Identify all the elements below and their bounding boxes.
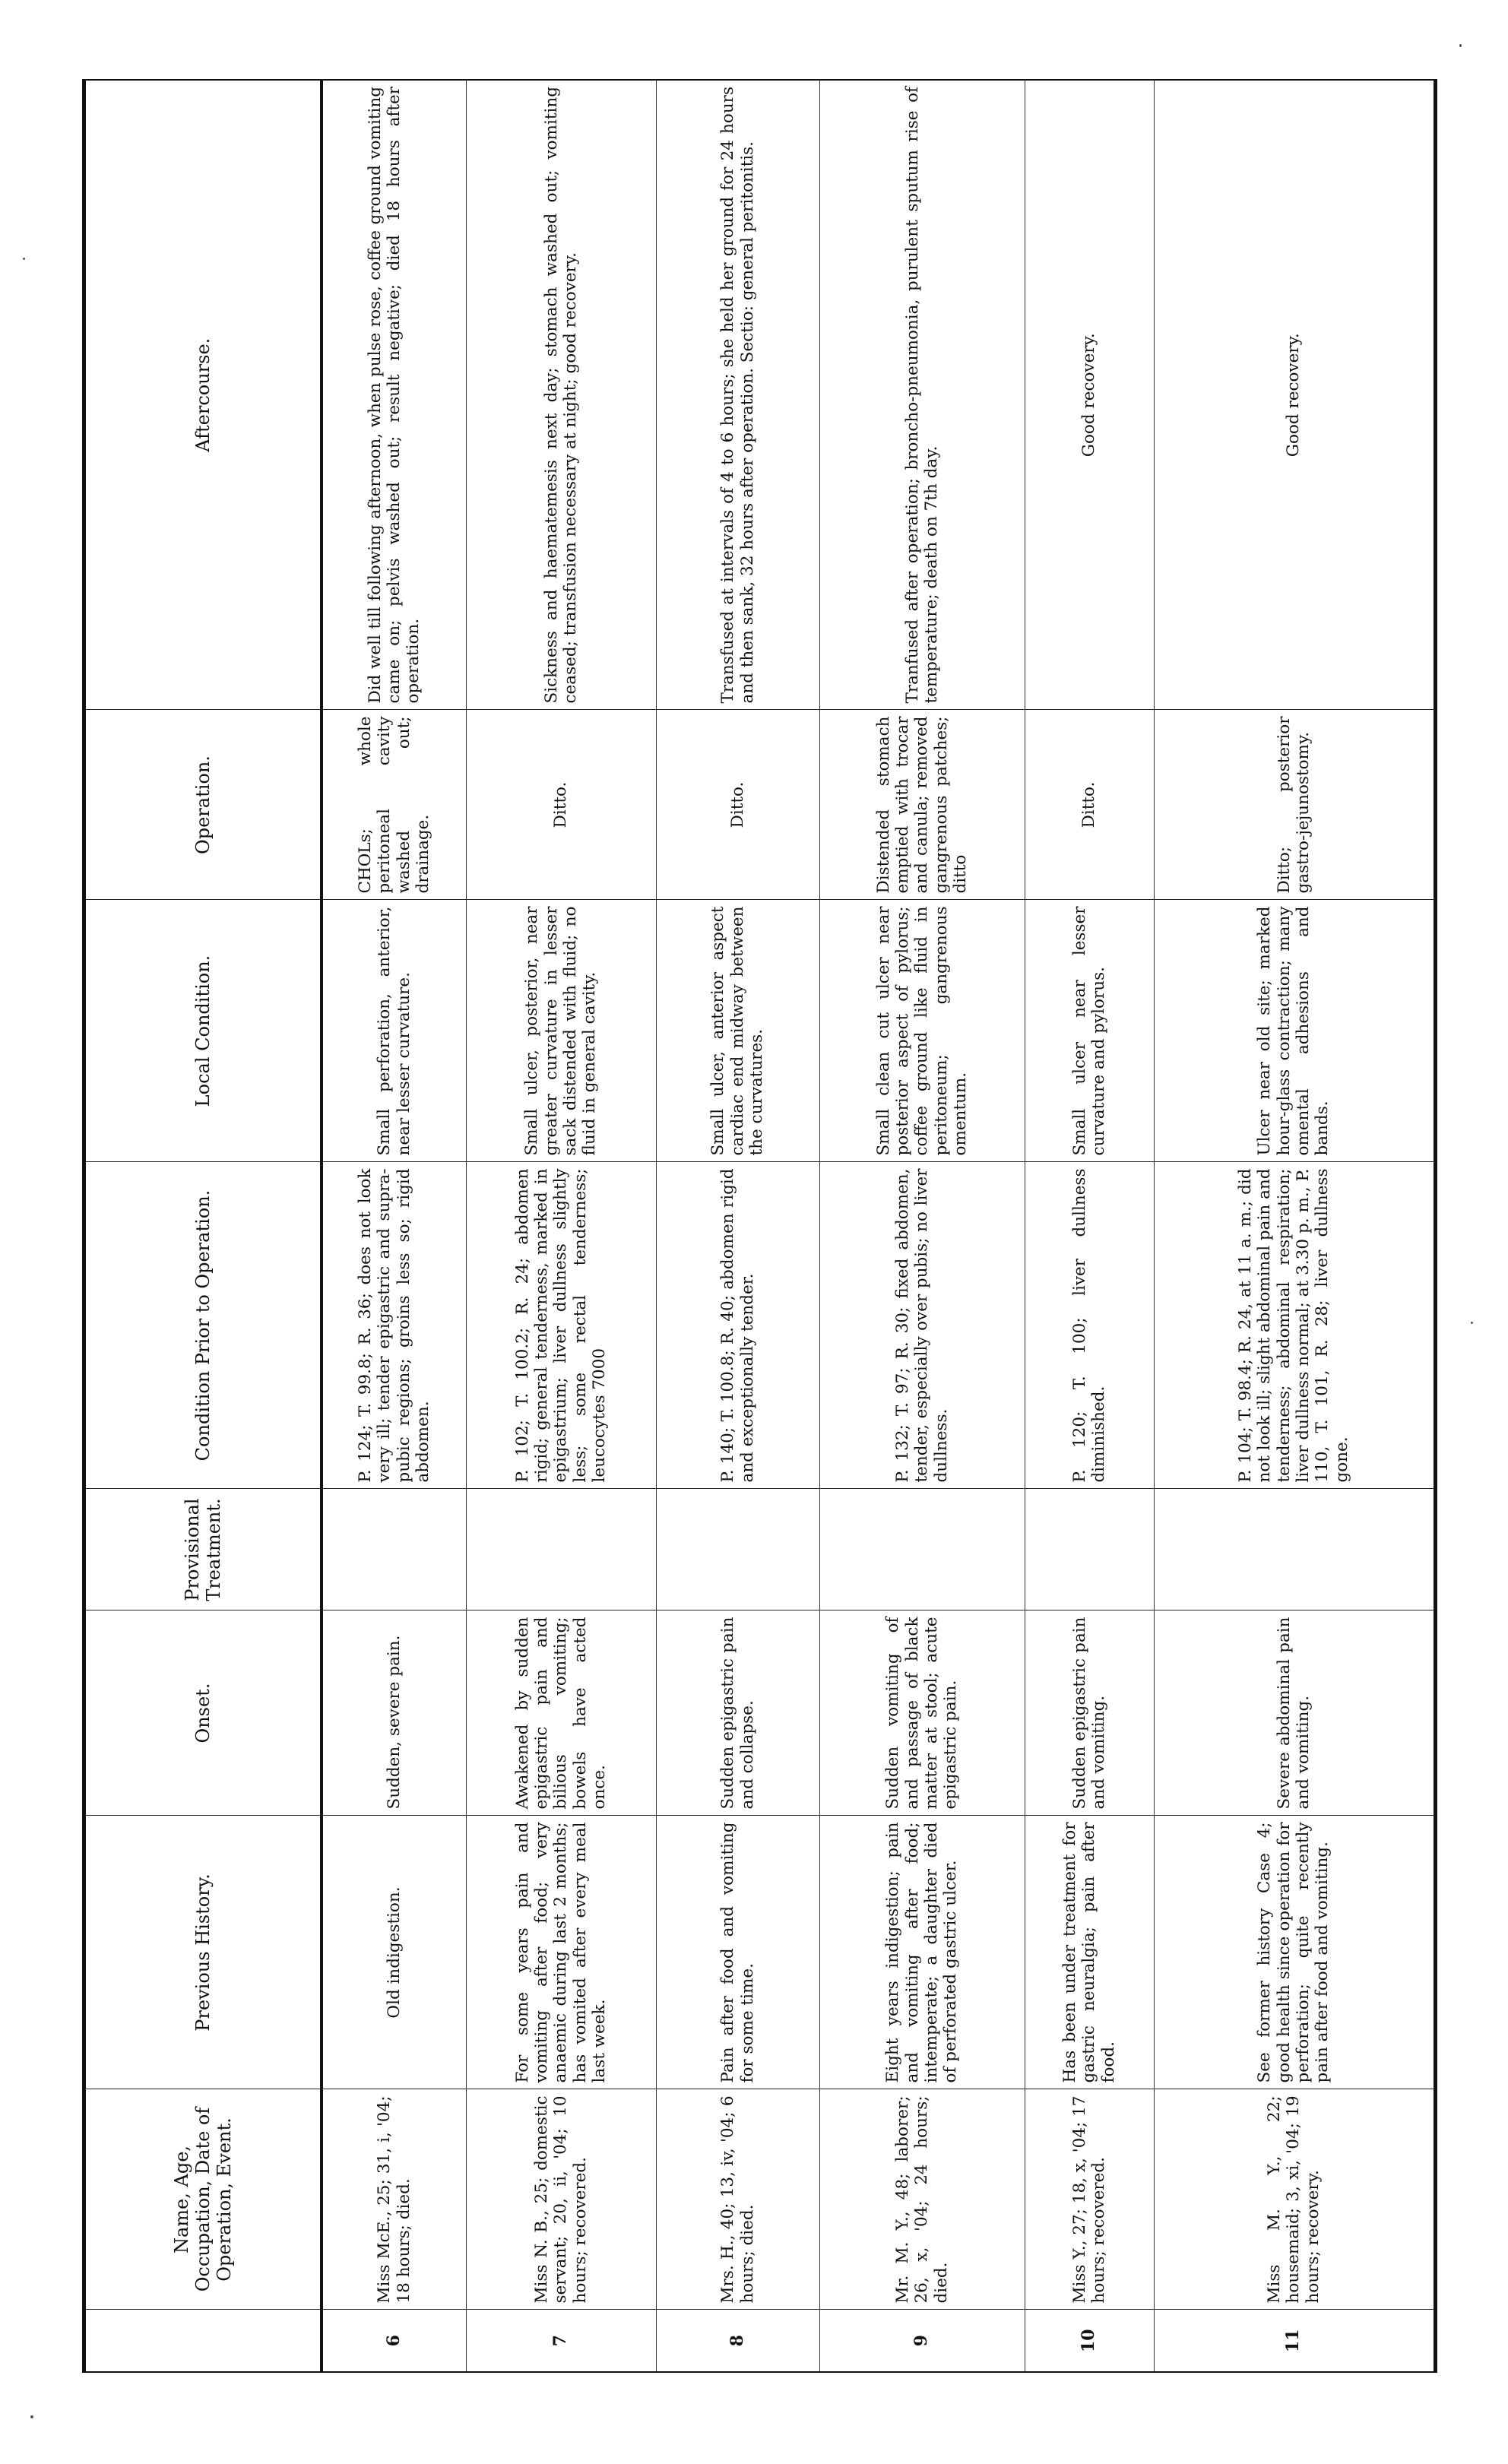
table-row <box>656 80 819 2372</box>
history-cell: Has been under treatment for gastric neuralgia; pain after food. <box>1025 1816 1154 2089</box>
patient-cell: Miss McE., 25; 31, i, '04; 18 hours; died. <box>322 2089 466 2310</box>
header-aftercourse: Aftercourse. <box>84 80 322 710</box>
condition-cell: P. 124; T. 99.8; R. 36; does not look very ill; tender epigastric and supra-pubic regions; groins less so; rigid abdomen. <box>322 1162 466 1489</box>
scan-speck <box>23 258 25 260</box>
provisional-cell <box>819 1489 1025 1610</box>
table-row <box>1154 80 1435 2372</box>
case-table <box>82 79 1437 2373</box>
local-cell: Small clean cut ulcer near posterior aspect of pylorus; coffee ground like fluid in peritoneum; gangrenous omentum. <box>819 900 1025 1162</box>
onset-cell: Sudden epigastric pain and vomiting. <box>1025 1610 1154 1816</box>
local-cell: Small perforation, anterior, near lesser curvature. <box>322 900 466 1162</box>
header-provisional: Provisional Treatment. <box>84 1489 322 1610</box>
operation-cell: Ditto. <box>656 710 819 900</box>
operation-cell: Ditto. <box>1025 710 1154 900</box>
patient-cell: Mrs. H., 40; 13, iv, '04; 6 hours; died. <box>656 2089 819 2310</box>
case-number: 10 <box>1025 2310 1154 2372</box>
case-number: 9 <box>819 2310 1025 2372</box>
table-row <box>1025 80 1154 2372</box>
condition-cell: P. 132; T. 97; R. 30; fixed abdomen, tender, especially over pubis; no liver dullness. <box>819 1162 1025 1489</box>
header-num <box>84 2310 322 2372</box>
history-cell: Pain after food and vomiting for some time. <box>656 1816 819 2089</box>
local-cell: Ulcer near old site; marked hour-glass contraction; many omental adhesions and bands. <box>1154 900 1435 1162</box>
header-row <box>84 80 322 2372</box>
patient-cell: Miss M. Y., 22; housemaid; 3, xi, '04; 19 hours; recovery. <box>1154 2089 1435 2310</box>
condition-cell: P. 120; T. 100; liver dullness diminished. <box>1025 1162 1154 1489</box>
header-onset: Onset. <box>84 1610 322 1816</box>
table-row <box>322 80 466 2372</box>
header-operation: Operation. <box>84 710 322 900</box>
history-cell: See former history Case 4; good health since operation for perforation; quite recently pain after food and vomiting. <box>1154 1816 1435 2089</box>
aftercourse-cell: Tranfused after operation; broncho-pneumonia, purulent sputum rise of temperature; death on 7th day. <box>819 80 1025 710</box>
scan-speck <box>1471 1322 1473 1324</box>
local-cell: Small ulcer, anterior aspect cardiac end midway between the curvatures. <box>656 900 819 1162</box>
history-cell: Old indigestion. <box>322 1816 466 2089</box>
condition-cell: P. 102; T. 100.2; R. 24; abdomen rigid; general tenderness, marked in epigastrium; liver dullness slightly less; some rectal tenderness; leucocytes 7000 <box>466 1162 656 1489</box>
operation-cell: CHOLs; whole peritoneal cavity washed out; drainage. <box>322 710 466 900</box>
table-row <box>466 80 656 2372</box>
case-number: 7 <box>466 2310 656 2372</box>
onset-cell: Awakened by sudden epigastric pain and bilious vomiting; bowels have acted once. <box>466 1610 656 1816</box>
onset-cell: Sudden, severe pain. <box>322 1610 466 1816</box>
scan-speck <box>1459 44 1462 47</box>
operation-cell: Ditto. <box>466 710 656 900</box>
case-number: 6 <box>322 2310 466 2372</box>
history-cell: For some years pain and vomiting after food; very anaemic during last 2 months; has vomited after every meal last week. <box>466 1816 656 2089</box>
aftercourse-cell: Transfused at intervals of 4 to 6 hours; she held her ground for 24 hours and then sank, 32 hours after operation. Sectio: general peritonitis. <box>656 80 819 710</box>
local-cell: Small ulcer near lesser curvature and pylorus. <box>1025 900 1154 1162</box>
case-number: 11 <box>1154 2310 1435 2372</box>
provisional-cell <box>322 1489 466 1610</box>
operation-cell: Distended stomach emptied with trocar and canula; removed gangrenous patches; ditto <box>819 710 1025 900</box>
table-row <box>819 80 1025 2372</box>
header-local: Local Condition. <box>84 900 322 1162</box>
header-condition: Condition Prior to Operation. <box>84 1162 322 1489</box>
operation-cell: Ditto; posterior gastro-jejunostomy. <box>1154 710 1435 900</box>
patient-cell: Miss N. B., 25; domestic servant; 20, ii, '04; 10 hours; recovered. <box>466 2089 656 2310</box>
onset-cell: Severe abdominal pain and vomiting. <box>1154 1610 1435 1816</box>
header-patient: Name, Age, Occupation, Date of Operation, Event. <box>84 2089 322 2310</box>
scan-speck <box>30 2415 33 2418</box>
header-history: Previous History. <box>84 1816 322 2089</box>
aftercourse-cell: Good recovery. <box>1025 80 1154 710</box>
provisional-cell <box>466 1489 656 1610</box>
history-cell: Eight years indigestion; pain and vomiting after food; intemperate; a daughter died of perforated gastric ulcer. <box>819 1816 1025 2089</box>
provisional-cell <box>656 1489 819 1610</box>
condition-cell: P. 140; T. 100.8; R. 40; abdomen rigid and exceptionally tender. <box>656 1162 819 1489</box>
patient-cell: Mr. M. Y., 48; laborer; 26, x, '04; 24 hours; died. <box>819 2089 1025 2310</box>
aftercourse-cell: Sickness and haematemesis next day; stomach washed out; vomiting ceased; transfusion necessary at night; good recovery. <box>466 80 656 710</box>
onset-cell: Sudden vomiting of and passage of black matter at stool; acute epigastric pain. <box>819 1610 1025 1816</box>
provisional-cell <box>1025 1489 1154 1610</box>
aftercourse-cell: Good recovery. <box>1154 80 1435 710</box>
local-cell: Small ulcer, posterior, near greater curvature in lesser sack distended with fluid; no fluid in general cavity. <box>466 900 656 1162</box>
condition-cell: P. 104; T. 98.4; R. 24, at 11 a. m.; did not look ill; slight abdominal pain and tenderness; abdominal respiration; liver dullness normal; at 3.30 p. m., P. 110, T. 101, R. 28; liver dullness gone. <box>1154 1162 1435 1489</box>
patient-cell: Miss Y., 27; 18, x, '04; 17 hours; recovered. <box>1025 2089 1154 2310</box>
aftercourse-cell: Did well till following afternoon, when pulse rose, coffee ground vomiting came on; pelvis washed out; result negative; died 18 hours after operation. <box>322 80 466 710</box>
onset-cell: Sudden epigastric pain and collapse. <box>656 1610 819 1816</box>
provisional-cell <box>1154 1489 1435 1610</box>
case-number: 8 <box>656 2310 819 2372</box>
